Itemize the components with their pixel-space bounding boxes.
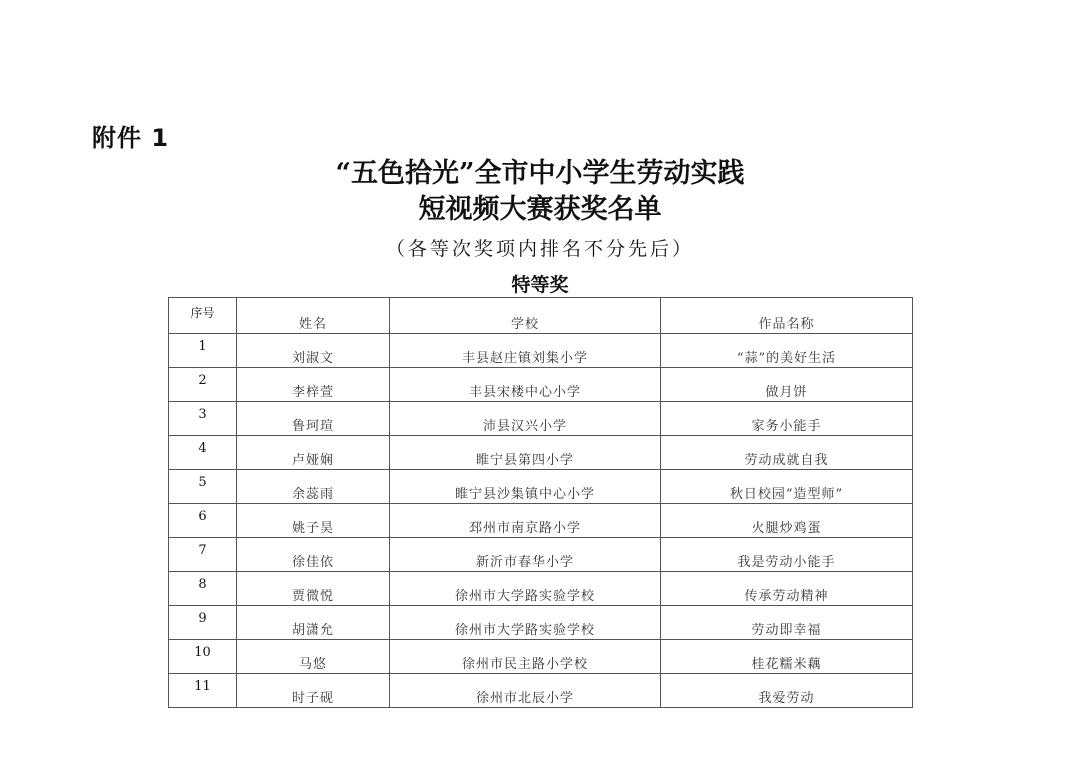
table-row	[169, 504, 913, 538]
cell-number: 3	[169, 402, 237, 436]
cell-name: 余蕊雨	[237, 470, 390, 504]
cell-number: 4	[169, 436, 237, 470]
cell-school: 徐州市大学路实验学校	[390, 572, 661, 606]
attachment-label: 附件 1	[92, 124, 170, 152]
cell-school: 丰县赵庄镇刘集小学	[390, 334, 661, 368]
header-name: 姓名	[237, 298, 390, 334]
cell-work-title: 传承劳动精神	[661, 572, 913, 606]
cell-number: 2	[169, 368, 237, 402]
cell-school: 丰县宋楼中心小学	[390, 368, 661, 402]
table-row	[169, 606, 913, 640]
table-header-row	[169, 298, 913, 334]
cell-work-title: 秋日校园“造型师”	[661, 470, 913, 504]
header-work-title: 作品名称	[661, 298, 913, 334]
cell-school: 徐州市大学路实验学校	[390, 606, 661, 640]
cell-school: 睢宁县第四小学	[390, 436, 661, 470]
table-row	[169, 538, 913, 572]
cell-work-title: 我是劳动小能手	[661, 538, 913, 572]
cell-school: 徐州市民主路小学校	[390, 640, 661, 674]
table-row	[169, 674, 913, 708]
award-table-body	[169, 334, 913, 708]
table-row	[169, 402, 913, 436]
cell-school: 邳州市南京路小学	[390, 504, 661, 538]
cell-school: 沛县汉兴小学	[390, 402, 661, 436]
cell-work-title: 做月饼	[661, 368, 913, 402]
cell-school: 徐州市北辰小学	[390, 674, 661, 708]
header-school: 学校	[390, 298, 661, 334]
cell-number: 9	[169, 606, 237, 640]
cell-name: 贾微悦	[237, 572, 390, 606]
table-row	[169, 334, 913, 368]
cell-work-title: 火腿炒鸡蛋	[661, 504, 913, 538]
cell-school: 睢宁县沙集镇中心小学	[390, 470, 661, 504]
cell-name: 胡潇允	[237, 606, 390, 640]
cell-number: 7	[169, 538, 237, 572]
cell-number: 10	[169, 640, 237, 674]
document-title-line-1: “五色拾光”全市中小学生劳动实践	[335, 158, 745, 189]
cell-name: 卢娅娴	[237, 436, 390, 470]
header-number: 序号	[169, 298, 237, 334]
cell-work-title: 劳动即幸福	[661, 606, 913, 640]
cell-number: 11	[169, 674, 237, 708]
cell-work-title: “蒜”的美好生活	[661, 334, 913, 368]
table-row	[169, 368, 913, 402]
cell-work-title: 家务小能手	[661, 402, 913, 436]
cell-number: 6	[169, 504, 237, 538]
ranking-note: （各等次奖项内排名不分先后）	[385, 238, 694, 260]
cell-work-title: 桂花糯米藕	[661, 640, 913, 674]
cell-name: 时子砚	[237, 674, 390, 708]
cell-number: 1	[169, 334, 237, 368]
cell-work-title: 我爱劳动	[661, 674, 913, 708]
cell-name: 马悠	[237, 640, 390, 674]
cell-name: 鲁珂瑄	[237, 402, 390, 436]
cell-work-title: 劳动成就自我	[661, 436, 913, 470]
cell-number: 8	[169, 572, 237, 606]
table-row	[169, 436, 913, 470]
cell-name: 徐佳依	[237, 538, 390, 572]
cell-name: 李梓萱	[237, 368, 390, 402]
cell-name: 刘淑文	[237, 334, 390, 368]
table-row	[169, 470, 913, 504]
table-row	[169, 640, 913, 674]
cell-name: 姚子昊	[237, 504, 390, 538]
award-table	[168, 297, 913, 708]
document-title-line-2: 短视频大赛获奖名单	[418, 194, 662, 225]
table-row	[169, 572, 913, 606]
cell-school: 新沂市春华小学	[390, 538, 661, 572]
section-heading-special-prize: 特等奖	[511, 274, 569, 296]
cell-number: 5	[169, 470, 237, 504]
